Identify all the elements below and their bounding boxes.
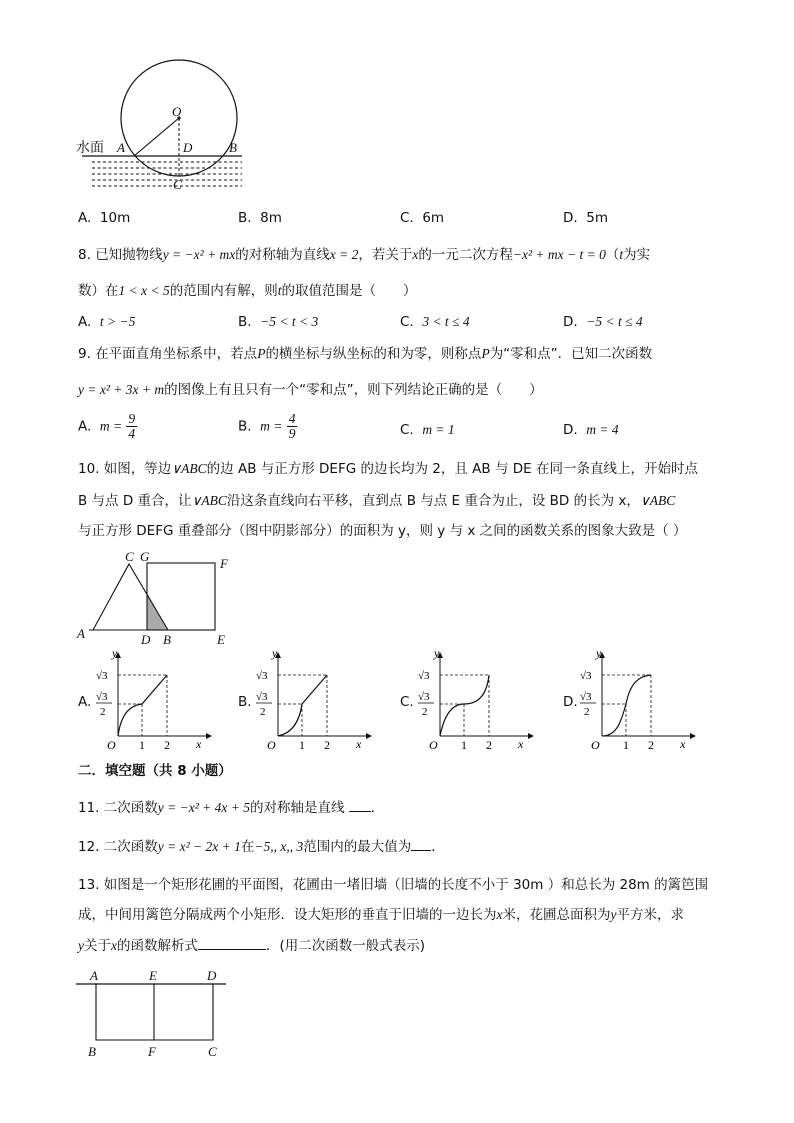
fig13-label-E: E <box>149 968 157 983</box>
q9-option-b[interactable]: B. m = $\frac{4}{9}$ <box>238 411 296 441</box>
graph-b-ytick-half-den: 2 <box>260 706 266 718</box>
q10-graph-a[interactable] <box>92 648 212 752</box>
label-A: A <box>117 140 125 155</box>
q7-circle-figure <box>72 36 262 196</box>
q10-graph-b[interactable] <box>252 648 372 752</box>
q10-graph-d[interactable] <box>576 648 696 752</box>
graph-b-tick-2: 2 <box>324 738 330 752</box>
q13-answer-blank[interactable] <box>198 949 266 950</box>
graph-b-x-label: x <box>356 737 362 751</box>
graph-d-x-label: x <box>680 737 686 751</box>
q13-line2: 成，中间用篱笆分隔成两个小矩形．设大矩形的垂直于旧墙的一边长为x米，花圃总面积为y平方米，求 <box>78 907 684 923</box>
q7-option-a[interactable]: A. 10m <box>78 210 131 226</box>
q9-line1: 9. 在平面直角坐标系中，若点P的横坐标与纵坐标的和为零，则称点P为“零和点”．已知二次函数 <box>78 346 653 362</box>
q10-figure <box>74 548 244 648</box>
graph-a-tick-2: 2 <box>164 738 170 752</box>
graph-a-ytick-half-den: 2 <box>100 706 106 718</box>
q13-line3: y关于x的函数解析式 ．(用二次函数一般式表示) <box>78 938 426 954</box>
graph-c-y-label: y <box>434 648 440 660</box>
graph-c-ytick-half-num: √3 <box>418 691 430 703</box>
graph-b-ytick-sqrt3: √3 <box>256 670 268 682</box>
graph-b-y-label: y <box>272 648 278 660</box>
q8-option-c[interactable]: C. 3 < t ≤ 4 <box>400 314 470 330</box>
graph-b-ytick-half-num: √3 <box>256 691 268 703</box>
q10-graph-c[interactable] <box>414 648 534 752</box>
graph-a-y-label: y <box>112 648 118 660</box>
q8-option-d[interactable]: D. −5 < t ≤ 4 <box>563 314 643 330</box>
fig13-label-A: A <box>90 968 98 983</box>
q9-option-d[interactable]: D. m = 4 <box>563 422 619 438</box>
q10-option-d-letter[interactable]: D. <box>563 694 578 710</box>
section-2-title: 二．填空题（共 8 小题） <box>78 763 232 779</box>
graph-d-ytick-half-den: 2 <box>584 706 590 718</box>
q13-line1: 13. 如图是一个矩形花圃的平面图，花圃由一堵旧墙（旧墙的长度不小于 30m ）和总长为 28m 的篱笆围 <box>78 877 709 893</box>
q7-option-c[interactable]: C. 6m <box>400 210 445 226</box>
graph-a-tick-1: 1 <box>139 738 145 752</box>
q10-line3: 与正方形 DEFG 重叠部分（图中阴影部分）的面积为 y，则 y 与 x 之间的函数关系的图象大致是（ ） <box>78 523 687 539</box>
q10-option-b-letter[interactable]: B. <box>238 694 252 710</box>
q11-line: 11. 二次函数y = −x² + 4x + 5的对称轴是直线 ． <box>78 800 385 816</box>
graph-d-ytick-sqrt3: √3 <box>580 670 592 682</box>
q10-option-a-letter[interactable]: A. <box>78 694 92 710</box>
q8-line1: 8. 已知抛物线y = −x² + mx的对称轴为直线x = 2，若关于x的一元二次方程−x² + mx − t = 0（t为实 <box>78 247 651 263</box>
fig10-label-D: D <box>141 632 151 647</box>
graph-d-tick-2: 2 <box>648 738 654 752</box>
graph-c-origin: O <box>429 738 438 752</box>
graph-a-ytick-half-num: √3 <box>96 691 108 703</box>
label-water-surface: 水面 <box>76 141 104 156</box>
q10-line2: B 与点 D 重合，让∨ABC沿这条直线向右平移，直到点 B 与点 E 重合为止，设 BD 的长为 x，∨ABC <box>78 493 676 509</box>
q7-option-d[interactable]: D. 5m <box>563 210 609 226</box>
fig10-label-B: B <box>163 632 171 647</box>
graph-b-tick-1: 1 <box>299 738 305 752</box>
q7-option-b[interactable]: B. 8m <box>238 210 282 226</box>
fig10-label-E: E <box>217 632 225 647</box>
fig10-label-C: C <box>125 549 134 564</box>
q10-option-c-letter[interactable]: C. <box>400 694 414 710</box>
fig13-label-B: B <box>88 1044 96 1059</box>
graph-c-ytick-half-den: 2 <box>422 706 428 718</box>
fig10-label-A: A <box>77 626 85 641</box>
graph-c-ytick-sqrt3: √3 <box>418 670 430 682</box>
graph-d-y-label: y <box>596 648 602 660</box>
q13-garden-figure <box>74 966 234 1062</box>
q9-option-c[interactable]: C. m = 1 <box>400 422 455 438</box>
graph-a-x-label: x <box>196 737 202 751</box>
fig10-label-G: G <box>140 549 150 564</box>
q12-line: 12. 二次函数y = x² − 2x + 1在−5,, x,, 3范围内的最大值为 ． <box>78 839 445 855</box>
q8-option-b[interactable]: B. −5 < t < 3 <box>238 314 319 330</box>
q9-option-a[interactable]: A. m = $\frac{9}{4}$ <box>78 411 136 441</box>
q11-answer-blank[interactable] <box>349 811 371 812</box>
graph-b-origin: O <box>267 738 276 752</box>
graph-a-ytick-sqrt3: √3 <box>96 670 108 682</box>
label-O: O <box>172 104 182 119</box>
q12-answer-blank[interactable] <box>411 850 431 851</box>
graph-c-x-label: x <box>518 737 524 751</box>
graph-a-origin: O <box>107 738 116 752</box>
label-D: D <box>183 140 193 155</box>
fig13-label-D: D <box>207 968 217 983</box>
q8-option-a[interactable]: A. t > −5 <box>78 314 136 330</box>
q9-line2: y = x² + 3x + m的图像上有且只有一个“零和点”，则下列结论正确的是（ ） <box>78 382 543 398</box>
graph-d-tick-1: 1 <box>623 738 629 752</box>
label-C: C <box>173 177 182 192</box>
graph-d-origin: O <box>591 738 600 752</box>
label-B: B <box>229 140 237 155</box>
graph-c-tick-1: 1 <box>461 738 467 752</box>
q10-line1: 10. 如图，等边∨ABC的边 AB 与正方形 DEFG 的边长均为 2，且 AB 与 DE 在同一条直线上，开始时点 <box>78 461 698 477</box>
graph-d-ytick-half-num: √3 <box>580 691 592 703</box>
fig13-label-C: C <box>208 1044 217 1059</box>
graph-c-tick-2: 2 <box>486 738 492 752</box>
fig13-label-F: F <box>148 1044 156 1059</box>
fig10-label-F: F <box>220 556 228 571</box>
q8-line2: 数）在1 < x < 5的范围内有解，则t的取值范围是（ ） <box>78 283 417 299</box>
